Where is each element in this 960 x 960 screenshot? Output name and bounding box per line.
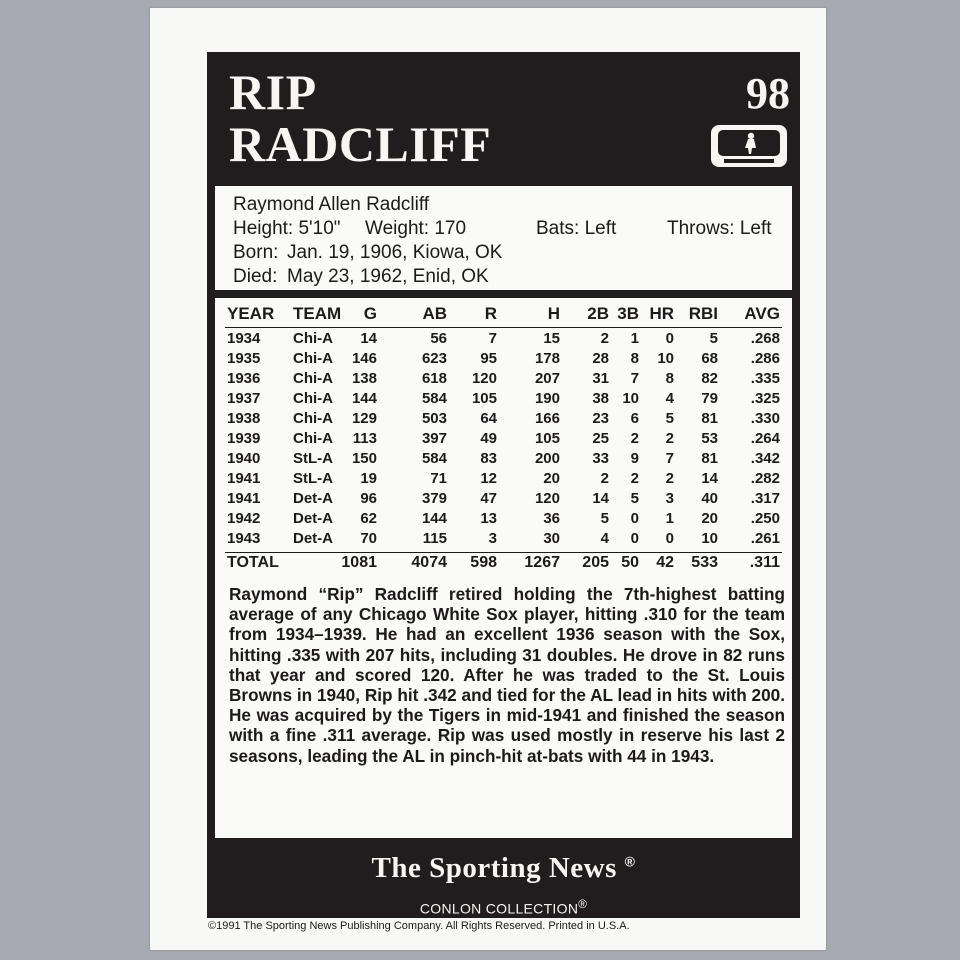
cell-avg: .282 xyxy=(750,470,780,487)
cell-g: 19 xyxy=(360,470,377,487)
cell-year: 1941 xyxy=(227,490,261,507)
cell-g: 62 xyxy=(360,510,377,527)
cell-avg: .325 xyxy=(750,390,780,407)
header-g: G xyxy=(363,304,377,323)
cell-g: 129 xyxy=(351,410,377,427)
stats-total-row xyxy=(215,554,792,574)
cell-team: Det-A xyxy=(293,530,333,547)
cell-hr: 8 xyxy=(665,370,674,387)
header-rbi: RBI xyxy=(688,304,718,323)
cell-ab: 618 xyxy=(421,370,447,387)
table-row xyxy=(215,530,792,550)
cell-3b: 2 xyxy=(630,470,639,487)
cell-ab: 144 xyxy=(421,510,447,527)
cell-2b: 5 xyxy=(600,510,609,527)
cell-3b: 2 xyxy=(630,430,639,447)
copyright-line: ©1991 The Sporting News Publishing Company. All Rights Reserved. Printed in U.S.A. xyxy=(208,920,630,932)
weight: Weight: 170 xyxy=(365,218,467,239)
cell-ab: 379 xyxy=(421,490,447,507)
bio-box xyxy=(215,186,792,290)
table-row xyxy=(215,430,792,450)
cell-g: 14 xyxy=(360,330,377,347)
cell-r: 49 xyxy=(480,430,497,447)
mlb-logo-icon xyxy=(710,124,788,168)
cell-hr: 5 xyxy=(665,410,674,427)
cell-g: 70 xyxy=(360,530,377,547)
table-row xyxy=(215,450,792,470)
cell-year: 1941 xyxy=(227,470,261,487)
cell-ab: 503 xyxy=(421,410,447,427)
cell-3b: 0 xyxy=(630,530,639,547)
total-avg: .311 xyxy=(749,554,780,571)
cell-h: 15 xyxy=(543,330,560,347)
cell-r: 13 xyxy=(480,510,497,527)
cell-hr: 0 xyxy=(665,330,674,347)
header-2b: 2B xyxy=(587,304,609,323)
height: Height: 5'10" xyxy=(233,218,341,239)
born-label: Born: xyxy=(233,242,279,263)
cell-year: 1937 xyxy=(227,390,261,407)
cell-team: StL-A xyxy=(293,470,333,487)
collection-registered-mark: ® xyxy=(578,898,588,911)
cell-team: Chi-A xyxy=(293,330,333,347)
born: Jan. 19, 1906, Kiowa, OK xyxy=(287,242,503,263)
table-row xyxy=(215,330,792,350)
throws: Throws: Left xyxy=(667,218,772,239)
cell-r: 120 xyxy=(471,370,497,387)
cell-year: 1943 xyxy=(227,530,261,547)
cell-ab: 584 xyxy=(421,450,447,467)
cell-h: 120 xyxy=(534,490,560,507)
cell-hr: 3 xyxy=(665,490,674,507)
cell-avg: .335 xyxy=(750,370,780,387)
cell-hr: 10 xyxy=(657,350,674,367)
cell-3b: 8 xyxy=(630,350,639,367)
stats-box xyxy=(215,298,792,838)
cell-h: 20 xyxy=(543,470,560,487)
table-row xyxy=(215,490,792,510)
career-summary: Raymond “Rip” Radcliff retired holding the 7th-highest batting average of any Chicago White Sox player, hitting .310 for the team from 1934–1939. He had an excellent 1936 season with the Sox, hitting .335 with 207 hits, including 31 doubles. He drove in 82 runs that year and scored 120. After he was traded to the St. Louis Browns in 1940, Rip hit .342 and tied for the AL lead in hits with 200. He was acquired by the Tigers in mid-1941 and finished the season with a fine .311 average. Rip was used mostly in reserve his last 2 seasons, leading the AL in pinch-hit at-bats with 44 in 1943. xyxy=(229,584,785,766)
cell-ab: 397 xyxy=(421,430,447,447)
cell-team: StL-A xyxy=(293,450,333,467)
conlon-collection xyxy=(207,898,800,917)
cell-r: 64 xyxy=(480,410,497,427)
cell-g: 138 xyxy=(351,370,377,387)
cell-3b: 9 xyxy=(630,450,639,467)
player-name xyxy=(229,66,491,170)
cell-rbi: 20 xyxy=(701,510,718,527)
cell-ab: 115 xyxy=(422,530,447,547)
cell-avg: .342 xyxy=(750,450,780,467)
cell-rbi: 79 xyxy=(701,390,718,407)
total-hr: 42 xyxy=(656,554,674,571)
cell-rbi: 40 xyxy=(701,490,718,507)
header-r: R xyxy=(484,304,497,323)
cell-team: Det-A xyxy=(293,490,333,507)
table-row xyxy=(215,410,792,430)
cell-h: 200 xyxy=(534,450,560,467)
cell-hr: 2 xyxy=(665,430,674,447)
table-row xyxy=(215,370,792,390)
cell-rbi: 81 xyxy=(701,450,718,467)
cell-avg: .261 xyxy=(750,530,780,547)
cell-2b: 28 xyxy=(592,350,609,367)
cell-r: 105 xyxy=(471,390,497,407)
sporting-news-logo xyxy=(207,852,800,885)
cell-r: 95 xyxy=(480,350,497,367)
total-label: TOTAL xyxy=(227,554,279,571)
cell-ab: 623 xyxy=(421,350,447,367)
cell-2b: 33 xyxy=(592,450,609,467)
cell-ab: 71 xyxy=(430,470,447,487)
cell-avg: .250 xyxy=(750,510,780,527)
cell-rbi: 81 xyxy=(701,410,718,427)
brand-registered-mark: ® xyxy=(624,853,636,870)
table-row xyxy=(215,390,792,410)
header-h: H xyxy=(547,304,560,323)
cell-g: 150 xyxy=(351,450,377,467)
cell-year: 1935 xyxy=(227,350,261,367)
cell-ab: 56 xyxy=(430,330,447,347)
cell-team: Chi-A xyxy=(293,430,333,447)
cell-year: 1938 xyxy=(227,410,261,427)
cell-rbi: 53 xyxy=(701,430,718,447)
cell-avg: .264 xyxy=(750,430,780,447)
cell-h: 190 xyxy=(534,390,560,407)
header-hr: HR xyxy=(649,304,674,323)
full-name: Raymond Allen Radcliff xyxy=(233,194,430,215)
cell-r: 47 xyxy=(480,490,497,507)
cell-h: 207 xyxy=(534,370,560,387)
cell-rbi: 82 xyxy=(701,370,718,387)
cell-2b: 38 xyxy=(592,390,609,407)
player-last-name: RADCLIFF xyxy=(229,116,492,172)
cell-year: 1940 xyxy=(227,450,261,467)
cell-h: 105 xyxy=(534,430,560,447)
brand-name: The Sporting News xyxy=(371,852,617,884)
cell-h: 166 xyxy=(534,410,560,427)
cell-avg: .286 xyxy=(750,350,780,367)
cell-rbi: 10 xyxy=(701,530,718,547)
player-first-name: RIP xyxy=(229,64,317,120)
total-ab: 4074 xyxy=(411,554,447,571)
cell-3b: 7 xyxy=(630,370,639,387)
cell-team: Chi-A xyxy=(293,350,333,367)
cell-h: 36 xyxy=(543,510,560,527)
cell-team: Chi-A xyxy=(293,410,333,427)
total-g: 1081 xyxy=(341,554,377,571)
cell-g: 113 xyxy=(352,430,377,447)
cell-r: 7 xyxy=(488,330,497,347)
cell-3b: 5 xyxy=(630,490,639,507)
table-row xyxy=(215,510,792,530)
table-row xyxy=(215,350,792,370)
cell-hr: 2 xyxy=(665,470,674,487)
cell-r: 12 xyxy=(480,470,497,487)
cell-year: 1942 xyxy=(227,510,261,527)
cell-2b: 31 xyxy=(592,370,609,387)
cell-g: 146 xyxy=(351,350,377,367)
cell-2b: 23 xyxy=(592,410,609,427)
cell-h: 178 xyxy=(534,350,560,367)
table-row xyxy=(215,470,792,490)
cell-g: 144 xyxy=(351,390,377,407)
collection-name: CONLON COLLECTION xyxy=(419,900,579,917)
cell-hr: 7 xyxy=(665,450,674,467)
cell-rbi: 14 xyxy=(701,470,718,487)
cell-g: 96 xyxy=(360,490,377,507)
total-3b: 50 xyxy=(621,554,639,571)
header-avg: AVG xyxy=(744,304,780,323)
cell-3b: 0 xyxy=(630,510,639,527)
header-team: TEAM xyxy=(293,304,342,323)
cell-avg: .317 xyxy=(750,490,780,507)
header-3b: 3B xyxy=(617,304,639,323)
cell-team: Chi-A xyxy=(293,370,333,387)
cell-rbi: 5 xyxy=(709,330,718,347)
cell-hr: 1 xyxy=(665,510,674,527)
total-2b: 205 xyxy=(582,554,609,571)
cell-3b: 1 xyxy=(630,330,639,347)
cell-team: Det-A xyxy=(293,510,333,527)
header-ab: AB xyxy=(422,304,447,323)
total-h: 1267 xyxy=(524,554,560,571)
cell-2b: 25 xyxy=(592,430,609,447)
cell-3b: 10 xyxy=(622,390,639,407)
died: May 23, 1962, Enid, OK xyxy=(287,266,489,287)
died-label: Died: xyxy=(233,266,278,287)
cell-2b: 2 xyxy=(600,330,609,347)
cell-ab: 584 xyxy=(421,390,447,407)
cell-r: 83 xyxy=(480,450,497,467)
cell-team: Chi-A xyxy=(293,390,333,407)
cell-h: 30 xyxy=(543,530,560,547)
card-frame xyxy=(207,52,800,918)
cell-avg: .268 xyxy=(750,330,780,347)
cell-2b: 14 xyxy=(592,490,609,507)
cell-avg: .330 xyxy=(750,410,780,427)
cell-r: 3 xyxy=(488,530,497,547)
cell-hr: 0 xyxy=(665,530,674,547)
cell-3b: 6 xyxy=(630,410,639,427)
card-number: 98 xyxy=(746,69,790,118)
cell-year: 1939 xyxy=(227,430,261,447)
cell-2b: 4 xyxy=(600,530,609,547)
stats-header-row xyxy=(215,304,792,326)
total-rbi: 533 xyxy=(691,554,718,571)
cell-rbi: 68 xyxy=(701,350,718,367)
header-year: YEAR xyxy=(227,304,275,323)
bats: Bats: Left xyxy=(536,218,617,239)
total-r: 598 xyxy=(470,554,497,571)
cell-year: 1934 xyxy=(227,330,261,347)
cell-2b: 2 xyxy=(600,470,609,487)
cell-year: 1936 xyxy=(227,370,261,387)
cell-hr: 4 xyxy=(665,390,674,407)
baseball-card-back xyxy=(150,8,826,950)
